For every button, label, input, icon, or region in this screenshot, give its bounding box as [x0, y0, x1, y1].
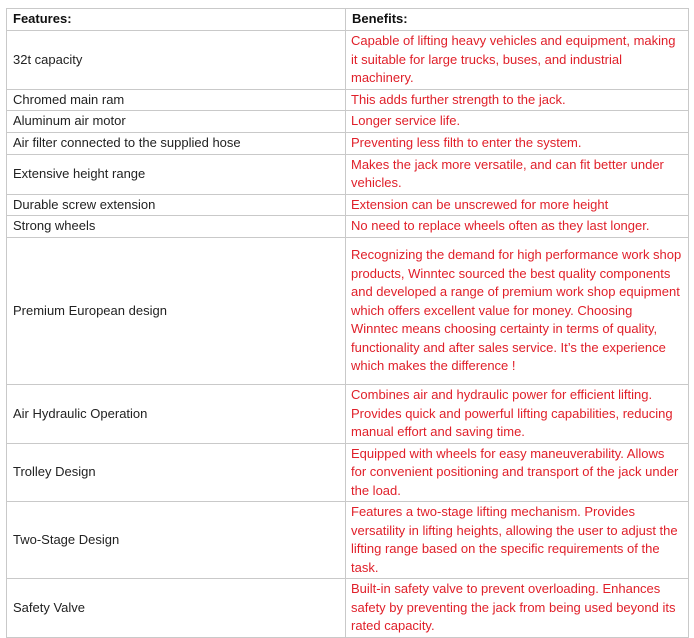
feature-cell: Safety Valve	[7, 579, 346, 638]
feature-cell: Strong wheels	[7, 216, 346, 238]
table-row	[7, 194, 689, 216]
table-row	[7, 238, 689, 385]
feature-cell: Chromed main ram	[7, 89, 346, 111]
table-row	[7, 443, 689, 502]
table-row	[7, 385, 689, 444]
feature-cell: Air Hydraulic Operation	[7, 385, 346, 444]
benefit-cell: Recognizing the demand for high performance work shop products, Winntec sourced the best quality components and developed a range of premium work shop equipment which offers excellent value for money. Choosing Winntec means choosing certainty in terms of quality, functionality and after sales service. It’s the experience which makes the difference !	[346, 238, 689, 385]
feature-cell: Two-Stage Design	[7, 502, 346, 579]
table-row	[7, 216, 689, 238]
benefit-cell: Longer service life.	[346, 111, 689, 133]
features-header: Features:	[7, 9, 346, 31]
benefit-cell: Extension can be unscrewed for more height	[346, 194, 689, 216]
table-row	[7, 89, 689, 111]
benefit-cell: This adds further strength to the jack.	[346, 89, 689, 111]
table-row	[7, 132, 689, 154]
table-row	[7, 579, 689, 638]
benefit-cell: Combines air and hydraulic power for efficient lifting. Provides quick and powerful lifting capabilities, reducing manual effort and saving time.	[346, 385, 689, 444]
feature-cell: 32t capacity	[7, 31, 346, 90]
feature-cell: Durable screw extension	[7, 194, 346, 216]
benefits-header: Benefits:	[346, 9, 689, 31]
feature-cell: Air filter connected to the supplied hose	[7, 132, 346, 154]
benefit-cell: Built-in safety valve to prevent overloading. Enhances safety by preventing the jack from being used beyond its rated capacity.	[346, 579, 689, 638]
table-row	[7, 111, 689, 133]
table-header-row	[7, 9, 689, 31]
benefit-cell: Preventing less filth to enter the system.	[346, 132, 689, 154]
table-row	[7, 502, 689, 579]
table-row	[7, 154, 689, 194]
benefit-cell: Makes the jack more versatile, and can fit better under vehicles.	[346, 154, 689, 194]
benefit-cell: No need to replace wheels often as they last longer.	[346, 216, 689, 238]
feature-cell: Trolley Design	[7, 443, 346, 502]
benefit-cell: Capable of lifting heavy vehicles and equipment, making it suitable for large trucks, buses, and industrial machinery.	[346, 31, 689, 90]
features-benefits-table	[6, 8, 689, 638]
feature-cell: Premium European design	[7, 238, 346, 385]
benefit-cell: Features a two-stage lifting mechanism. Provides versatility in lifting heights, allowing the user to adjust the lifting range based on the specific requirements of the task.	[346, 502, 689, 579]
table-row	[7, 31, 689, 90]
feature-cell: Aluminum air motor	[7, 111, 346, 133]
feature-cell: Extensive height range	[7, 154, 346, 194]
benefit-cell: Equipped with wheels for easy maneuverability. Allows for convenient positioning and transport of the jack under the load.	[346, 443, 689, 502]
